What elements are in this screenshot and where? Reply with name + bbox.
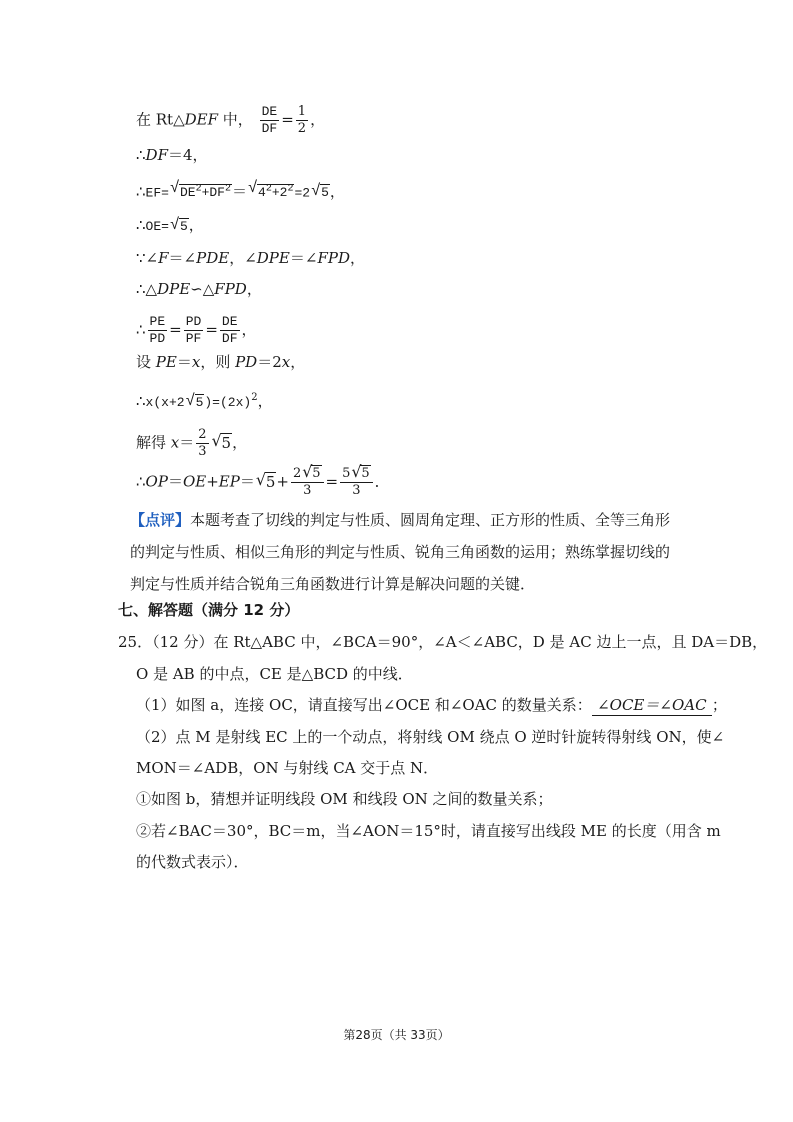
question-25-subpart-2-line-2: 的代数式表示）．	[136, 853, 249, 871]
solution-line-8: 设 PE＝x，则 PD＝2x，	[136, 353, 306, 371]
question-25-subpart-2-line-1: ②若∠BAC＝30°，BC＝m，当∠AON＝15°时，请直接写出线段 ME 的长度（用含 m	[136, 822, 721, 840]
question-25-line-2: O 是 AB 的中点，CE 是△BCD 的中线．	[136, 665, 413, 683]
fraction-pd-pf: $\frac{PD}{PF}$	[185, 314, 202, 346]
question-25-part-2-line-1: （2）点 M 是射线 EC 上的一个动点，将射线 OM 绕点 O 逆时针旋转得射线 ON，使∠	[136, 728, 725, 746]
solution-line-2: ∴DF＝4，	[136, 146, 208, 164]
comment-text: 本题考查了切线的判定与性质、圆周角定理、正方形的性质、全等三角形的判定与性质、相似三角形的判定与性质、锐角三角函数的运用；熟练掌握切线的判定与性质并结合锐角三角函数进行计算是解决问题的关键．	[130, 511, 671, 593]
solution-line-10: 解得 x＝ $\frac{2}{3}$ √ 5，	[136, 427, 247, 460]
sqrt-expression: √ 5	[212, 433, 233, 453]
page-footer: 第28页（共 33页）	[343, 1028, 450, 1042]
fraction-pe-pd: $\frac{PE}{PD}$	[149, 314, 166, 346]
question-25-part-1: （1）如图 a，连接 OC，请直接写出∠OCE 和∠OAC 的数量关系： ∠OCE＝∠OAC ；	[136, 696, 727, 714]
sqrt-expression: √ 5	[256, 472, 277, 492]
fraction-5root5-over-3: $\frac{5√ 5}{3}$	[340, 466, 373, 499]
fraction-one-half: $\frac{1}{2}$	[297, 104, 307, 136]
section-heading: 七、解答题（满分 12 分）	[118, 601, 300, 619]
sqrt-expression: √ 5	[170, 217, 189, 237]
sqrt-expression: √ $DE^2+DF^2$	[170, 180, 232, 203]
comment-paragraph	[130, 504, 678, 600]
solution-line-5: ∵∠F＝∠PDE，∠DPE＝∠FPD，	[136, 249, 365, 267]
comment-tag: 【点评】	[130, 511, 191, 529]
solution-line-3: ∴EF=√ $DE^2+DF^2=√$ $4^2+2^2=2√$ 5，	[136, 180, 345, 203]
answer-blank: ∠OCE＝∠OAC	[592, 695, 712, 716]
fraction-2root5-over-3: $\frac{2√ 5}{3}$	[291, 466, 324, 499]
solution-line-11: ∴OP＝OE+EP＝√ 5+ $\frac{2√ 5}{3}$ = $\frac{5√ 5}{3}$ ．	[136, 466, 390, 499]
sqrt-expression: √ 5	[311, 183, 330, 203]
solution-line-4: ∴OE=√ 5，	[136, 215, 204, 237]
question-25-subpart-1: ①如图 b，猜想并证明线段 OM 和线段 ON 之间的数量关系；	[136, 790, 553, 808]
question-25-line-1: 25．（12 分）在 Rt△ABC 中，∠BCA＝90°，∠A＜∠ABC，D 是 AC 边上一点，且 DA＝DB，	[118, 633, 768, 651]
solution-line-9: ∴x(x+2√ $5)=(2x)^2$，	[136, 388, 273, 413]
fraction-de-df: $\frac{DE}{DF}$	[261, 104, 278, 136]
fraction-two-thirds: $\frac{2}{3}$	[198, 427, 207, 459]
question-25-part-2-line-2: MON＝∠ADB，ON 与射线 CA 交于点 N．	[136, 759, 439, 777]
sqrt-expression: √ $4^2+2^2$	[248, 180, 294, 203]
solution-line-6: ∴△DPE∽△FPD，	[136, 280, 262, 298]
fraction-de-df: $\frac{DE}{DF}$	[221, 314, 238, 346]
solution-line-1: 在 Rt△DEF 中， $\frac{DE}{DF}$ = $\frac{1}{2}$ ，	[136, 104, 326, 136]
solution-line-7: ∴ $\frac{PE}{PD}$ = $\frac{PD}{PF}$ = $\frac{DE}{DF}$ ，	[136, 314, 257, 346]
sqrt-expression: √ 5	[186, 393, 205, 413]
